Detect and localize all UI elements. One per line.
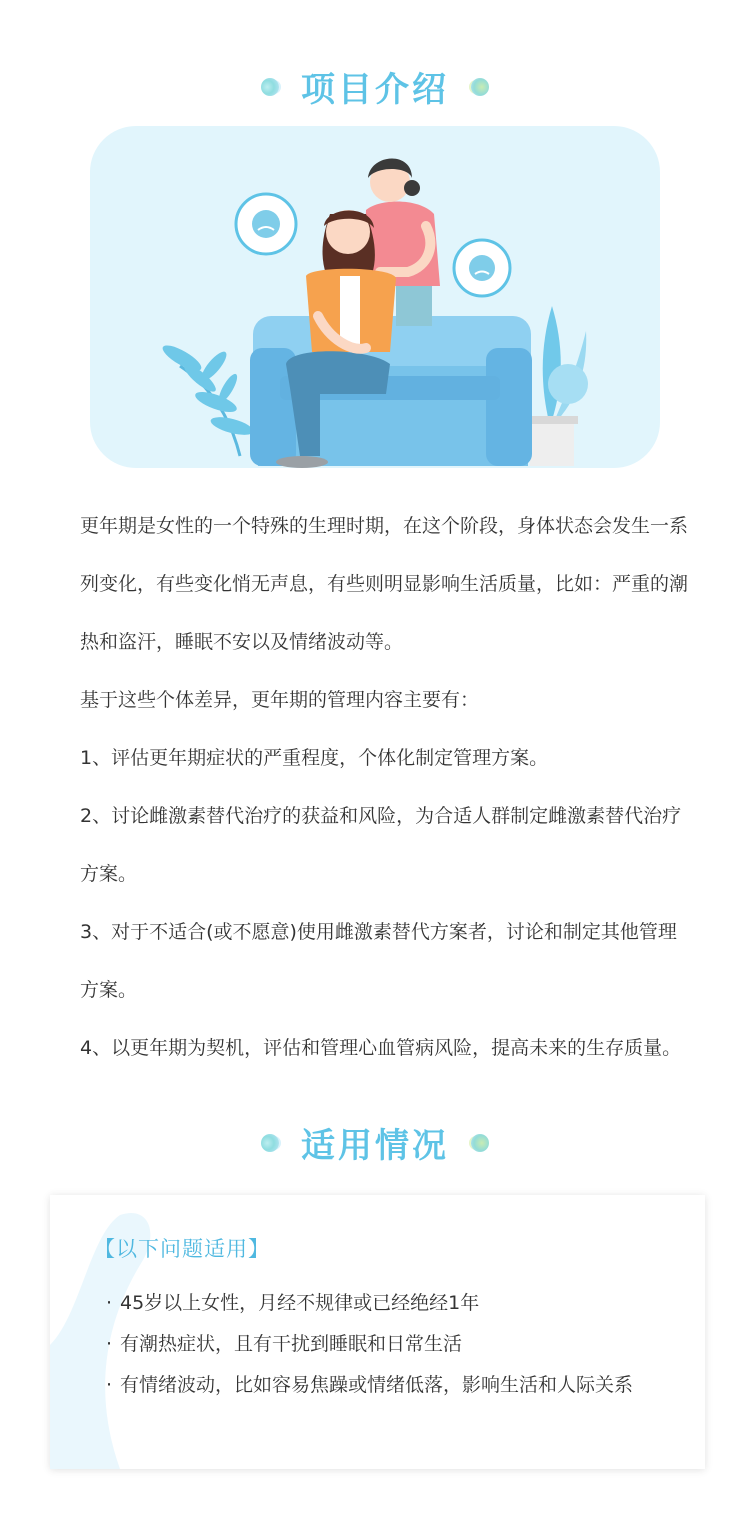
sad-face-bubble-left-icon [236, 194, 296, 254]
list-item [106, 1283, 666, 1324]
section-title-text: 项目介绍 [301, 70, 449, 110]
bullet-icon: · [106, 1374, 113, 1396]
list-item [106, 1365, 666, 1406]
applicable-list [106, 1283, 666, 1406]
intro-paragraph: 3、对于不适合(或不愿意)使用雌激素替代方案者，讨论和制定其他管理方案。 [80, 921, 677, 1001]
intro-paragraph: 1、评估更年期症状的严重程度，个体化制定管理方案。 [80, 747, 549, 769]
bullet-icon: · [106, 1292, 113, 1314]
list-item-text: 有潮热症状，且有干扰到睡眠和日常生活 [120, 1333, 463, 1355]
decor-dot-icon [261, 78, 279, 96]
list-item-text: 45岁以上女性，月经不规律或已经绝经1年 [120, 1292, 480, 1314]
section-title-intro [0, 62, 750, 111]
applicable-card [50, 1195, 705, 1469]
women-on-sofa-illustration [90, 126, 660, 468]
card-heading: 【以下问题适用】 [94, 1237, 270, 1261]
sad-face-bubble-right-icon [454, 240, 510, 296]
intro-text-block [80, 497, 690, 1077]
section-title-applicable [0, 1118, 750, 1167]
plant-left-icon [159, 341, 255, 456]
decor-dot-icon [471, 78, 489, 96]
intro-paragraph: 2、讨论雌激素替代治疗的获益和风险，为合适人群制定雌激素替代治疗方案。 [80, 805, 682, 885]
list-item-text: 有情绪波动，比如容易焦躁或情绪低落，影响生活和人际关系 [120, 1374, 634, 1396]
decor-dot-icon [471, 1134, 489, 1152]
bullet-icon: · [106, 1333, 113, 1355]
intro-paragraph: 更年期是女性的一个特殊的生理时期，在这个阶段，身体状态会发生一系列变化，有些变化悄无声息，有些则明显影响生活质量，比如：严重的潮热和盗汗，睡眠不安以及情绪波动等。 [80, 515, 689, 653]
decor-dot-icon [261, 1134, 279, 1152]
hero-illustration [90, 126, 660, 468]
intro-paragraph: 4、以更年期为契机，评估和管理心血管病风险，提高未来的生存质量。 [80, 1037, 682, 1059]
section-title-text: 适用情况 [301, 1126, 449, 1166]
plant-right-icon [526, 306, 588, 466]
intro-paragraph: 基于这些个体差异，更年期的管理内容主要有： [80, 689, 480, 711]
list-item [106, 1324, 666, 1365]
